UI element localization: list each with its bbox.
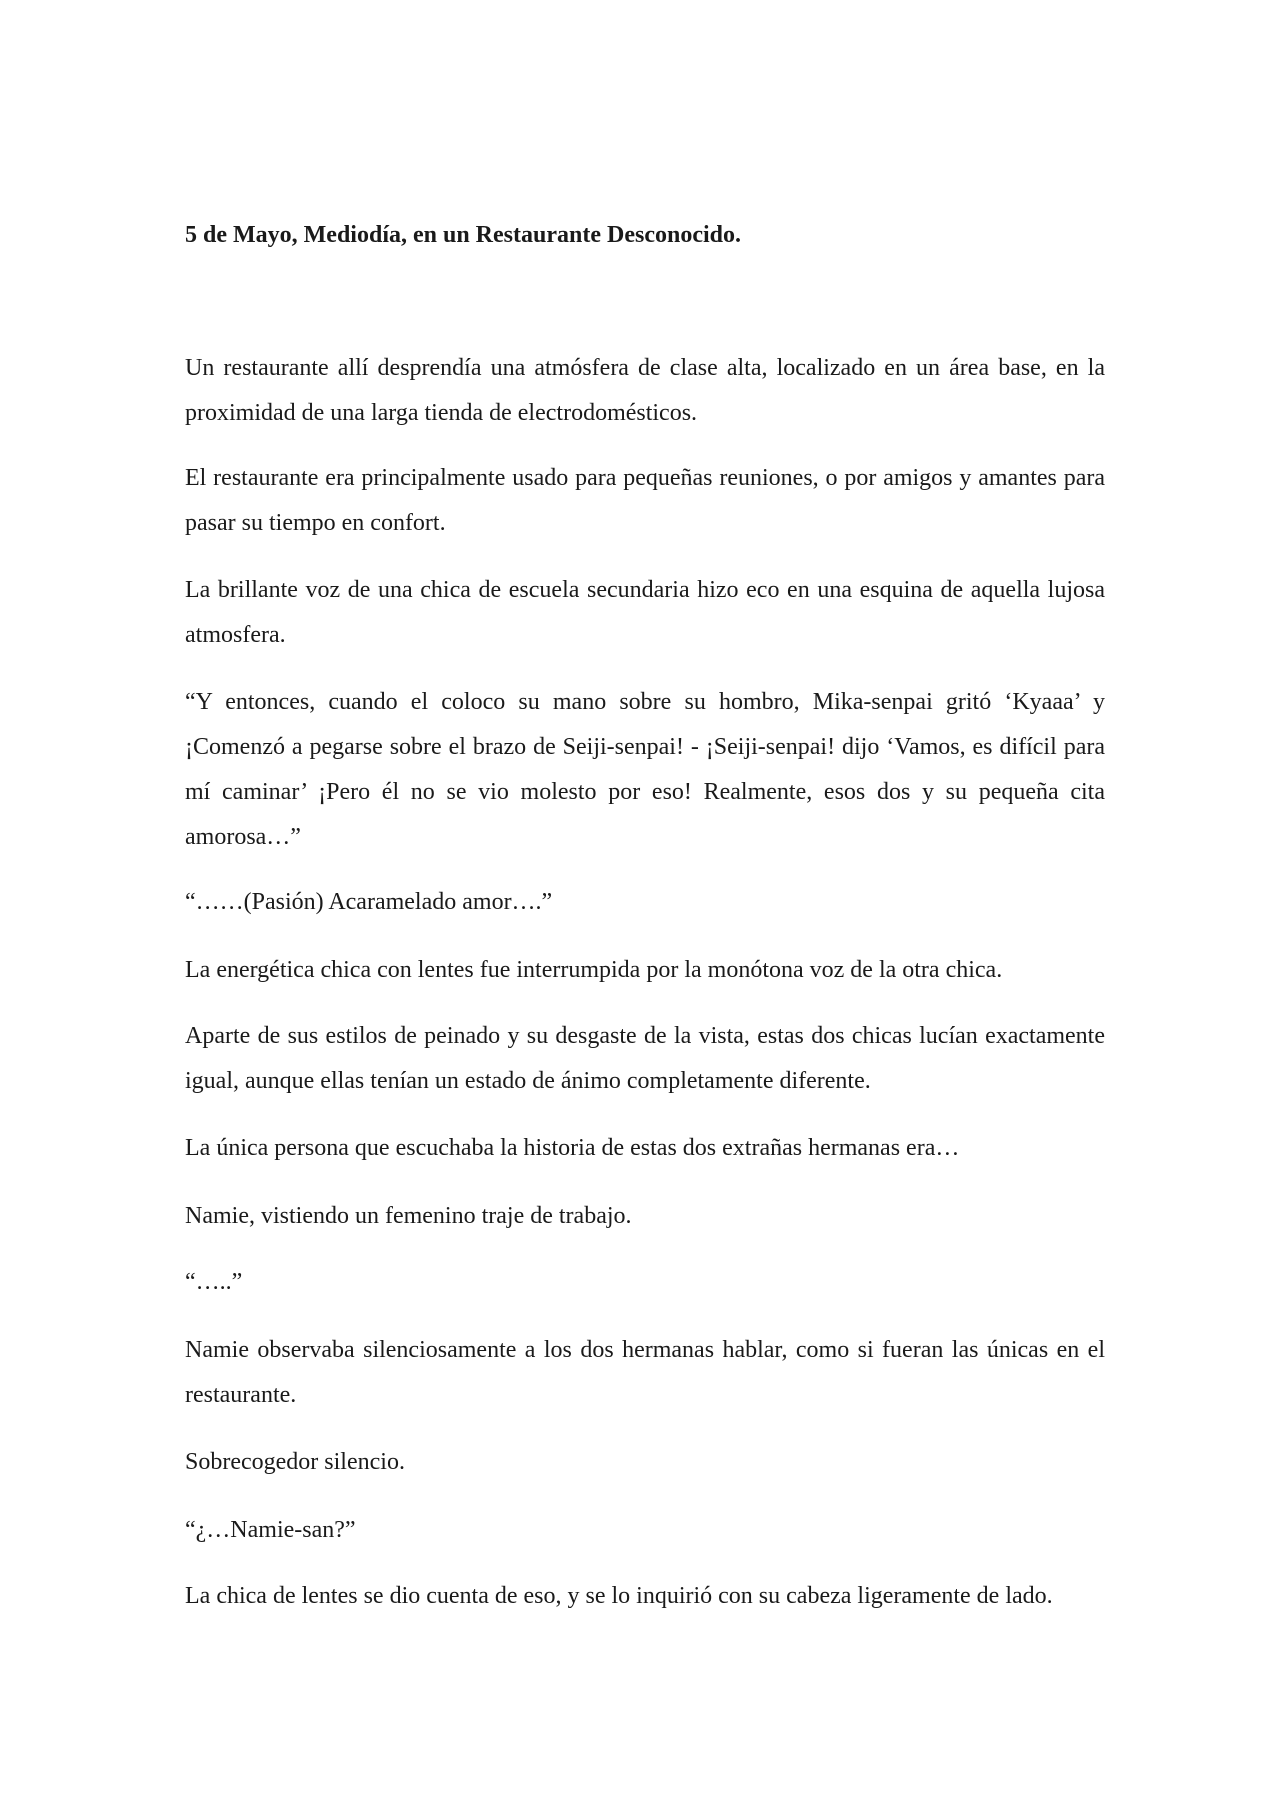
paragraph: La chica de lentes se dio cuenta de eso, y se lo inquirió con su cabeza ligeramente de lado.: [185, 1583, 1053, 1609]
paragraph: Un restaurante allí desprendía una atmósfera de clase alta, localizado en un área base, en la proximidad de una larga tienda de electrodomésticos.: [185, 355, 1105, 426]
paragraph: “…..”: [185, 1269, 243, 1295]
paragraph: “Y entonces, cuando el coloco su mano sobre su hombro, Mika-senpai gritó ‘Kyaaa’ y ¡Comenzó a pegarse sobre el brazo de Seiji-senpai! - ¡Seiji-senpai! dijo ‘Vamos, es difícil para mí caminar’ ¡Pero él no se vio molesto por eso! Realmente, esos dos y su pequeña cita amorosa…”: [185, 689, 1105, 850]
paragraph: Aparte de sus estilos de peinado y su desgaste de la vista, estas dos chicas lucían exactamente igual, aunque ellas tenían un estado de ánimo completamente diferente.: [185, 1023, 1105, 1094]
paragraph: La única persona que escuchaba la historia de estas dos extrañas hermanas era…: [185, 1135, 960, 1161]
paragraph: La brillante voz de una chica de escuela secundaria hizo eco en una esquina de aquella lujosa atmosfera.: [185, 577, 1105, 648]
paragraph: La energética chica con lentes fue interrumpida por la monótona voz de la otra chica.: [185, 957, 1003, 983]
paragraph: “……(Pasión) Acaramelado amor….”: [185, 889, 553, 915]
chapter-heading: 5 de Mayo, Mediodía, en un Restaurante Desconocido.: [185, 222, 741, 248]
paragraph: Namie, vistiendo un femenino traje de trabajo.: [185, 1203, 632, 1229]
paragraph: “¿…Namie-san?”: [185, 1517, 356, 1543]
paragraph: Sobrecogedor silencio.: [185, 1449, 405, 1475]
paragraph: El restaurante era principalmente usado para pequeñas reuniones, o por amigos y amantes para pasar su tiempo en confort.: [185, 465, 1105, 536]
paragraph: Namie observaba silenciosamente a los dos hermanas hablar, como si fueran las únicas en el restaurante.: [185, 1337, 1105, 1408]
